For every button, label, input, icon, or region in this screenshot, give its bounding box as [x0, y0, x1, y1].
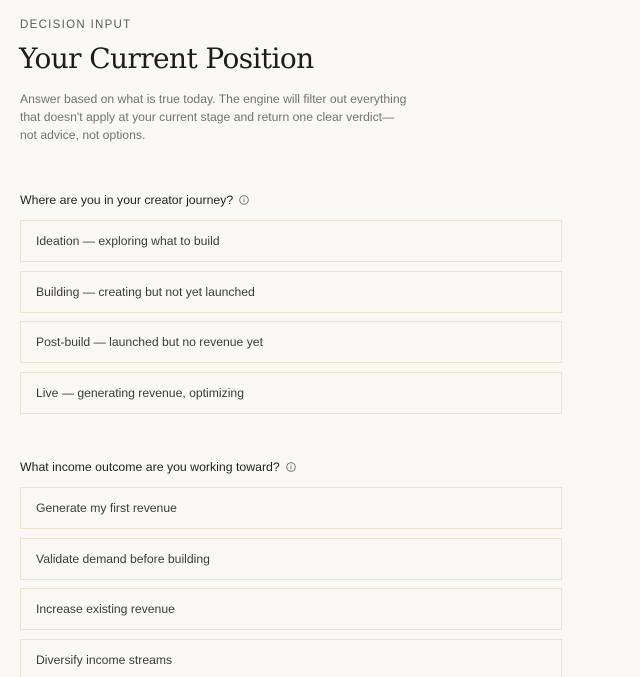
intro-text: [20, 90, 407, 144]
intro-line: not advice, not options.: [20, 128, 146, 142]
page-title: Your Current Position: [19, 42, 314, 75]
option-increase-revenue[interactable]: Increase existing revenue: [20, 588, 562, 630]
option-validate-demand[interactable]: Validate demand before building: [20, 538, 562, 580]
question-label: What income outcome are you working toward?: [20, 460, 280, 474]
option-first-revenue[interactable]: Generate my first revenue: [20, 487, 562, 529]
option-live[interactable]: Live — generating revenue, optimizing: [20, 372, 562, 414]
info-icon[interactable]: [239, 195, 249, 205]
info-icon[interactable]: [286, 462, 296, 472]
intro-line: that doesn't apply at your current stage and return one clear verdict—: [20, 110, 395, 124]
question-income-outcome: [20, 460, 296, 474]
option-post-build[interactable]: Post-build — launched but no revenue yet: [20, 321, 562, 363]
intro-line: Answer based on what is true today. The engine will filter out everything: [20, 92, 407, 106]
question-label: Where are you in your creator journey?: [20, 193, 234, 207]
option-ideation[interactable]: Ideation — exploring what to build: [20, 220, 562, 262]
option-diversify-income[interactable]: Diversify income streams: [20, 639, 562, 677]
option-building[interactable]: Building — creating but not yet launched: [20, 271, 562, 313]
options-income-outcome: [20, 487, 562, 677]
options-creator-journey: [20, 220, 562, 422]
section-eyebrow: DECISION INPUT: [20, 19, 132, 31]
question-creator-journey: [20, 193, 249, 207]
